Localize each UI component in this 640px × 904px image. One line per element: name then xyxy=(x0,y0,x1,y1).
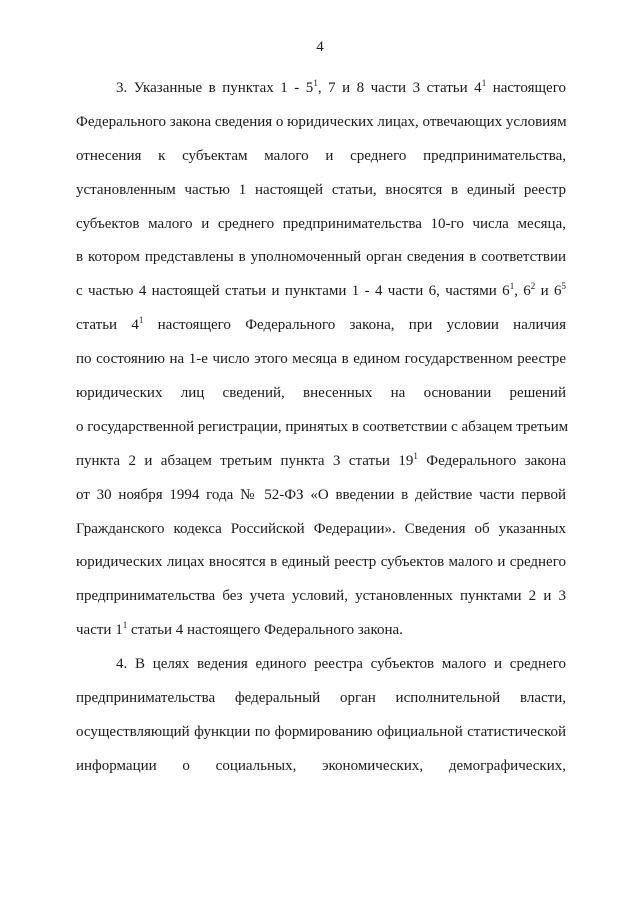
paragraph-1-line: субъектов малого и среднего предпринимательства 10-го числа месяца, xyxy=(76,215,566,232)
paragraph-1-line: установленным частью 1 настоящей статьи, вносятся в единый реестр xyxy=(76,181,566,198)
superscript: 1 xyxy=(481,78,487,88)
superscript: 2 xyxy=(530,281,536,292)
paragraph-1-line: по состоянию на 1-е число этого месяца в едином государственном реестре xyxy=(76,351,566,368)
paragraph-1-line: о государственной регистрации, принятых в соответствии с абзацем третьим xyxy=(76,418,569,435)
paragraph-1-line: юридических лицах вносятся в единый реестр субъектов малого и среднего xyxy=(76,554,566,571)
paragraph-1-line: Федерального закона сведения о юридических лицах, отвечающих условиям xyxy=(76,113,567,130)
superscript: 1 xyxy=(509,281,515,292)
paragraph-2-line: осуществляющий функции по формированию официальной статистической xyxy=(76,723,566,740)
superscript: 1 xyxy=(122,620,128,631)
superscript: 1 xyxy=(413,450,418,461)
paragraph-2-line: информации о социальных, экономических, демографических, xyxy=(76,757,566,774)
paragraph-1-line: отнесения к субъектам малого и среднего предпринимательства, xyxy=(76,147,566,164)
superscript: 5 xyxy=(561,281,567,292)
paragraph-2-line: предпринимательства федеральный орган исполнительной власти, xyxy=(76,690,566,707)
paragraph-1-line: Гражданского кодекса Российской Федерации». Сведения об указанных xyxy=(76,520,566,537)
paragraph-1-line: пункта 2 и абзацем третьим пункта 3 статьи $19^1$ Федерального закона xyxy=(76,450,566,469)
paragraph-1-line: статьи $4^1$ настоящего Федерального закона, при условии наличия xyxy=(76,315,566,334)
page-number: 4 xyxy=(316,39,324,55)
paragraph-1-line: 3. Указанные в пунктах $1 - 5^1$, 7 и 8 части 3 статьи $4^1$ настоящего xyxy=(116,78,566,96)
superscript: 1 xyxy=(138,315,144,326)
paragraph-1-line: юридических лиц сведений, внесенных на основании решений xyxy=(76,385,566,402)
superscript: 1 xyxy=(313,78,318,88)
paragraph-1-line: от 30 ноября 1994 года № 52-ФЗ «О введении в действие части первой xyxy=(76,486,566,503)
paragraph-1-line: с частью 4 настоящей статьи и пунктами 1 - 4 части 6, частями $6^1$, $6^2$ и $6^5$ xyxy=(76,281,567,300)
paragraph-1-line: части $1^1$ статьи 4 настоящего Федерального закона. xyxy=(76,620,403,639)
paragraph-2-line: 4. В целях ведения единого реестра субъектов малого и среднего xyxy=(116,656,566,673)
paragraph-1-line: предпринимательства без учета условий, установленных пунктами 2 и 3 xyxy=(76,588,566,605)
document-body xyxy=(76,72,569,784)
paragraph-1-line: в котором представлены в уполномоченный орган сведения в соответствии xyxy=(76,249,566,266)
